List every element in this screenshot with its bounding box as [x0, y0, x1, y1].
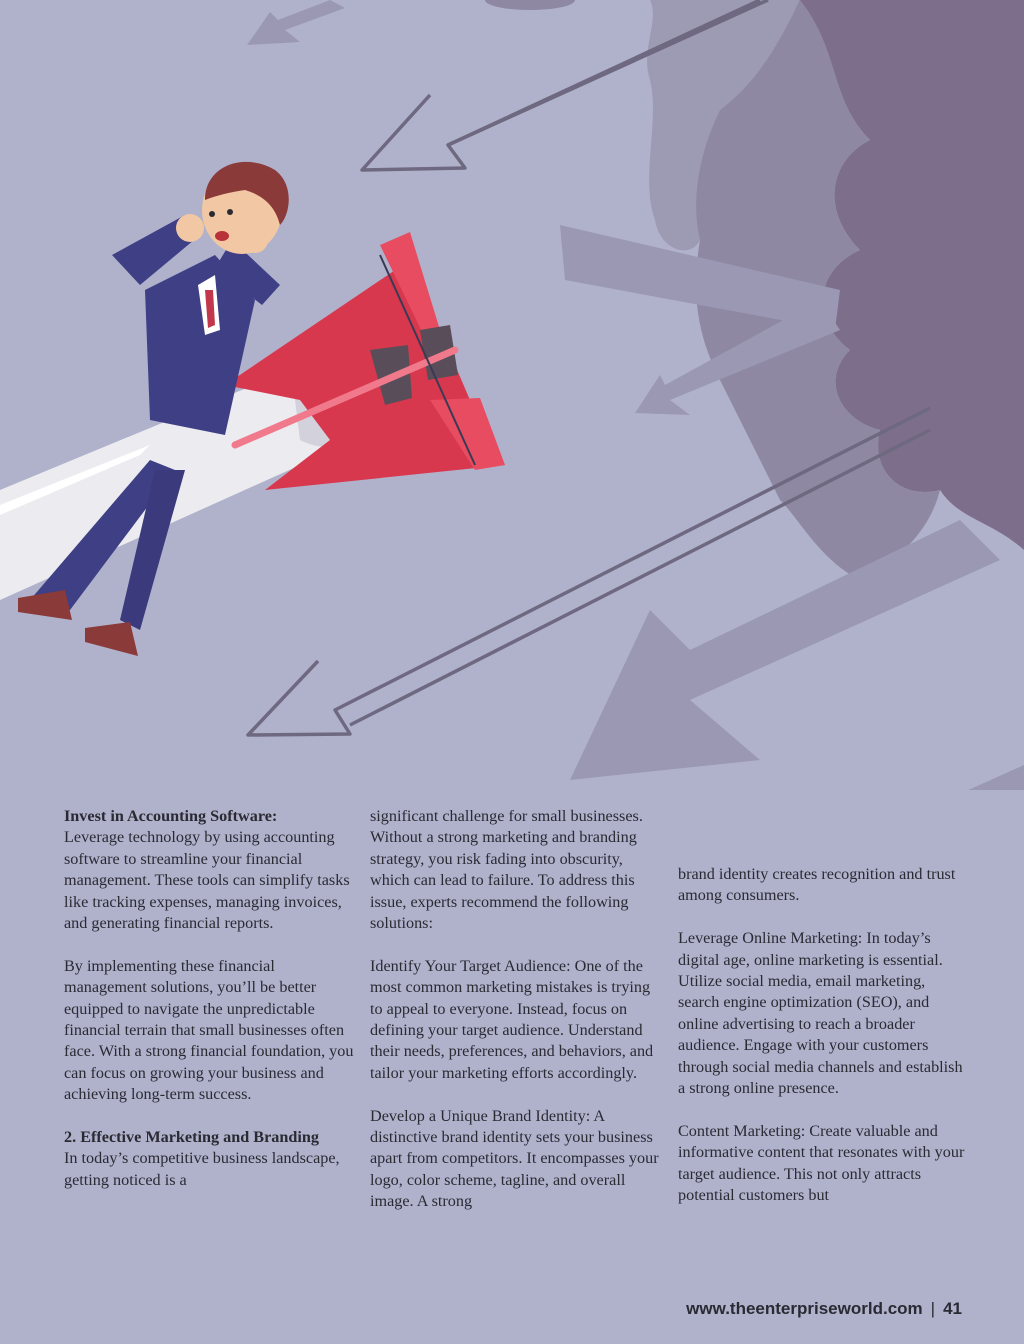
target-audience-paragraph: Identify Your Target Audience: One of the most common marketing mistakes is trying to appeal to everyone. Instead, focus on defining your target audience. Understand their needs, preferences, and behaviors, and tailor your marketing efforts accordingly.	[370, 956, 654, 1082]
text-column-2	[370, 806, 660, 1213]
marketing-branding-paragraph	[64, 1127, 354, 1191]
accounting-software-paragraph	[64, 806, 354, 934]
brand-identity-continued-paragraph: brand identity creates recognition and trust among consumers.	[678, 865, 956, 905]
marketing-challenge-paragraph: significant challenge for small businesses. Without a strong marketing and branding strategy, you risk fading into obscurity, which can lead to failure. To address this issue, experts recommend the following solutions:	[370, 807, 643, 933]
financial-solutions-paragraph: By implementing these financial management solutions, you’ll be better equipped to navigate the unpredictable financial terrain that small businesses often face. With a strong financial foundation, you can focus on growing your business and achieving long-term success.	[64, 956, 354, 1104]
page-footer	[686, 1299, 962, 1319]
text-column-3	[678, 864, 968, 1206]
marketing-branding-text: In today’s competitive business landscape, getting noticed is a	[64, 1149, 340, 1189]
accounting-software-text: Leverage technology by using accounting software to streamline your financial management. These tools can simplify tasks like tracking expenses, managing invoices, and generating financial reports.	[64, 828, 350, 933]
brand-identity-paragraph: Develop a Unique Brand Identity: A distinctive brand identity sets your business apart from competitors. It encompasses your logo, color scheme, tagline, and overall image. A strong	[370, 1106, 659, 1211]
accounting-software-heading: Invest in Accounting Software:	[64, 807, 278, 825]
content-marketing-paragraph: Content Marketing: Create valuable and informative content that resonates with your target audience. This not only attracts potential customers but	[678, 1121, 965, 1205]
footer-separator: |	[930, 1299, 936, 1318]
online-marketing-paragraph: Leverage Online Marketing: In today’s digital age, online marketing is essential. Utilize social media, email marketing, search engine optimization (SEO), and online advertising to reach a broader audience. Engage with your customers through social media channels and establish a strong online presence.	[678, 929, 963, 1098]
page-number: 41	[943, 1299, 962, 1318]
marketing-branding-heading: 2. Effective Marketing and Branding	[64, 1128, 319, 1147]
text-column-1	[64, 806, 354, 1191]
website-url: www.theenterpriseworld.com	[686, 1299, 923, 1318]
